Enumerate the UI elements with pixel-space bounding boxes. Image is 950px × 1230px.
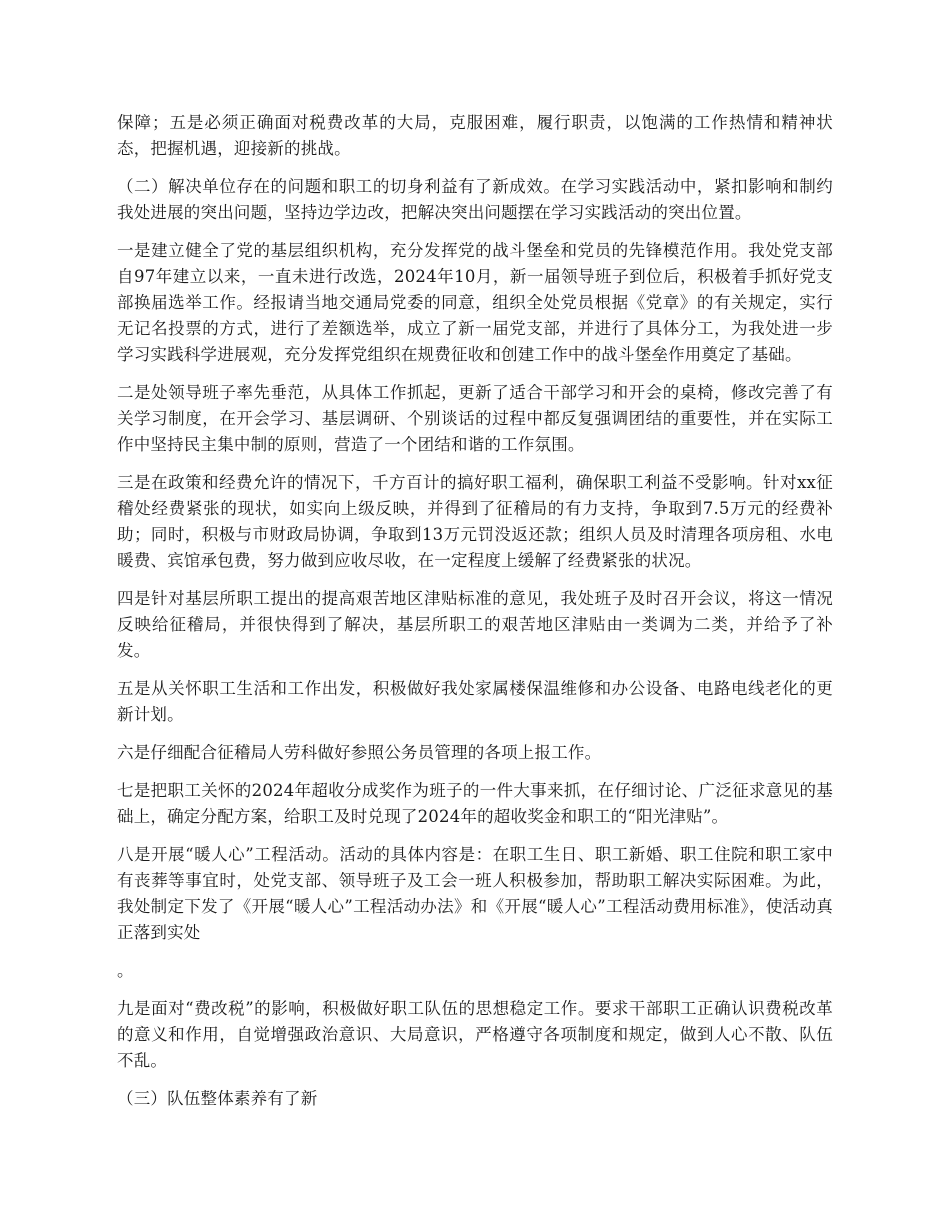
paragraph-7: 五是从关怀职工生活和工作出发，积极做好我处家属楼保温维修和办公设备、电路电线老化的更新计划。 (117, 679, 833, 724)
paragraph-6: 四是针对基层所职工提出的提高艰苦地区津贴标准的意见，我处班子及时召开会议，将这一情况反映给征稽局，并很快得到了解决，基层所职工的艰苦地区津贴由一类调为二类，并给予了补发。 (117, 589, 833, 660)
paragraph-12: 九是面对“费改税”的影响，积极做好职工队伍的思想稳定工作。要求干部职工正确认识费税改革的意义和作用，自觉增强政治意识、大局意识，严格遵守各项制度和规定，做到人心不散、队伍不乱。 (117, 999, 833, 1070)
paragraph-1: 保障；五是必须正确面对税费改革的大局，克服困难，履行职责，以饱满的工作热情和精神状态，把握机遇，迎接新的挑战。 (117, 113, 833, 158)
paragraph-5: 三是在政策和经费允许的情况下，千方百计的搞好职工福利，确保职工利益不受影响。针对xx征稽处经费紧张的现状，如实向上级反映，并得到了征稽局的有力支持，争取到7.5万元的经费补助；同时，积极与市财政局协调，争取到13万元罚没返还款；组织人员及时清理各项房租、水电暖费、宾馆承包费，努力做到应收尽收，在一定程度上缓解了经费紧张的状况。 (117, 473, 833, 570)
paragraph-2: （二）解决单位存在的问题和职工的切身利益有了新成效。在学习实践活动中，紧扣影响和制约我处进展的突出问题，坚持边学边改，把解决突出问题摆在学习实践活动的突出位置。 (117, 177, 833, 222)
paragraph-10: 八是开展“暖人心”工程活动。活动的具体内容是：在职工生日、职工新婚、职工住院和职工家中有丧葬等事宜时，处党支部、领导班子及工会一班人积极参加，帮助职工解决实际困难。为此，我处制定下发了《开展“暖人心”工程活动办法》和《开展“暖人心”工程活动费用标准》，使活动真正落到实处 (117, 845, 833, 942)
paragraph-11: 。 (117, 961, 134, 980)
paragraph-13: （三）队伍整体素养有了新 (117, 1089, 318, 1108)
paragraph-9: 七是把职工关怀的2024年超收分成奖作为班子的一件大事来抓，在仔细讨论、广泛征求意见的基础上，确定分配方案，给职工及时兑现了2024年的超收奖金和职工的“阳光津贴”。 (117, 781, 833, 826)
paragraph-4: 二是处领导班子率先垂范，从具体工作抓起，更新了适合干部学习和开会的桌椅，修改完善了有关学习制度，在开会学习、基层调研、个别谈话的过程中都反复强调团结的重要性，并在实际工作中坚持民主集中制的原则，营造了一个团结和谐的工作氛围。 (117, 383, 833, 454)
document-body (117, 110, 833, 1124)
paragraph-8: 六是仔细配合征稽局人劳科做好参照公务员管理的各项上报工作。 (117, 743, 602, 762)
paragraph-3: 一是建立健全了党的基层组织机构，充分发挥党的战斗堡垒和党员的先锋模范作用。我处党支部自97年建立以来，一直未进行改选，2024年10月，新一届领导班子到位后，积极着手抓好党支部换届选举工作。经报请当地交通局党委的同意，组织全处党员根据《党章》的有关规定，实行无记名投票的方式，进行了差额选举，成立了新一届党支部，并进行了具体分工，为我处进一步学习实践科学进展观，充分发挥党组织在规费征收和创建工作中的战斗堡垒作用奠定了基础。 (117, 241, 833, 364)
